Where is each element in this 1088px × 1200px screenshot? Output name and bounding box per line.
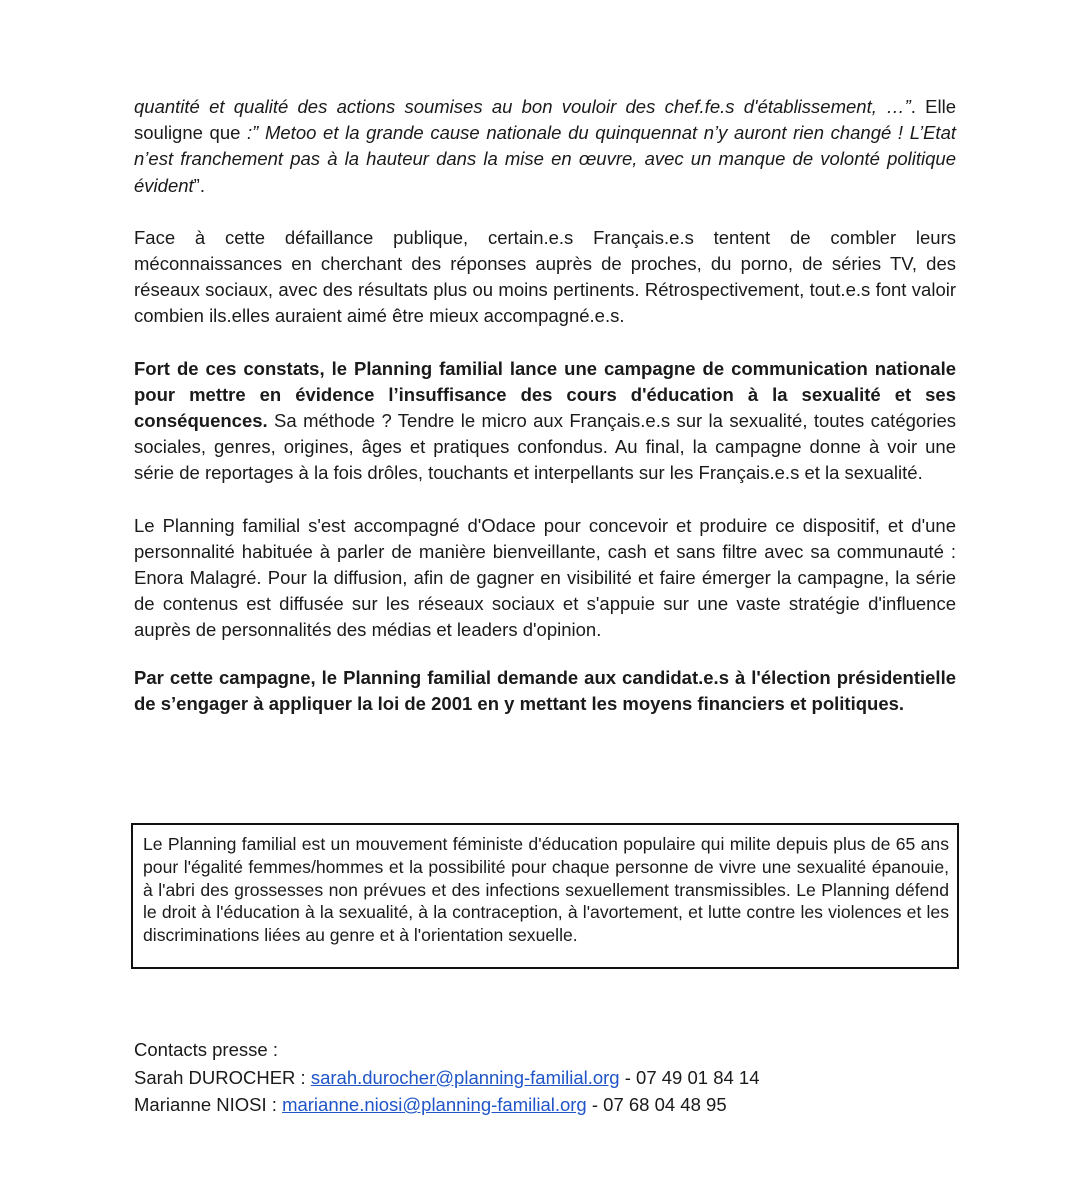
quote-italic-b: :” Metoo et la grande cause nationale du quinquennat n’y auront rien changé ! L’Etat n’est franchement pas à la hauteur dans la mise en œuvre, avec un manque de volonté politique évident: [134, 122, 956, 196]
about-box: [131, 823, 959, 969]
contact-name: Marianne NIOSI :: [134, 1094, 283, 1115]
campaign-bold: Fort de ces constats, le Planning familial lance une campagne de communication nationale pour mettre en évidence l’insuffisance des cours d'éducation à la sexualité et ses conséquences.: [134, 357, 956, 432]
paragraph-campaign: [134, 356, 956, 487]
contact-phone: - 07 68 04 48 95: [586, 1094, 727, 1115]
paragraph-demand: Par cette campagne, le Planning familial demande aux candidat.e.s à l'élection présidentielle de s’engager à appliquer la loi de 2001 en y mettant les moyens financiers et politiques.: [134, 666, 956, 714]
contact-email-link[interactable]: sarah.durocher@planning-familial.org: [310, 1066, 620, 1088]
contacts-heading: Contacts presse :: [134, 1039, 278, 1060]
quote-plain-a: . Elle souligne que: [134, 96, 956, 144]
contact-phone: - 07 49 01 84 14: [619, 1066, 760, 1088]
paragraph-quote: [134, 94, 956, 199]
quote-italic-a: quantité et qualité des actions soumises au bon vouloir des chef.fe.s d'établissement, …”: [134, 96, 911, 117]
contact-email-link[interactable]: marianne.niosi@planning-familial.org: [282, 1094, 587, 1115]
quote-plain-b: ”.: [193, 174, 205, 196]
contact-row: [134, 1091, 760, 1119]
document-body: [134, 94, 956, 717]
contact-row: [134, 1064, 760, 1092]
contact-name: Sarah DUROCHER :: [134, 1066, 311, 1088]
paragraph-partners: Le Planning familial s'est accompagné d'Odace pour concevoir et produire ce dispositif, et d'une personnalité habituée à parler de manière bienveillante, cash et sans filtre avec sa communauté : Enora Malagré. Pour la diffusion, afin de gagner en visibilité et faire émerger la campagne, la série de contenus est diffusée sur les réseaux sociaux et s'appuie sur une vaste stratégie d'influence auprès de personnalités des médias et leaders d'opinion.: [134, 514, 956, 641]
campaign-plain: Sa méthode ? Tendre le micro aux Français.e.s sur la sexualité, toutes catégories sociales, genres, origines, âges et pratiques confondus. Au final, la campagne donne à voir une série de reportages à la fois drôles, touchants et interpellants sur les Français.e.s et la sexualité.: [134, 410, 956, 484]
press-contacts: [134, 1036, 760, 1119]
paragraph-failure: Face à cette défaillance publique, certain.e.s Français.e.s tentent de combler leurs méconnaissances en cherchant des réponses auprès de proches, du porno, de séries TV, des réseaux sociaux, avec des résultats plus ou moins pertinents. Rétrospectivement, tout.e.s font valoir combien ils.elles auraient aimé être mieux accompagné.e.s.: [134, 226, 956, 327]
about-text: Le Planning familial est un mouvement féministe d'éducation populaire qui milite depuis plus de 65 ans pour l'égalité femmes/hommes et la possibilité pour chaque personne de vivre une sexualité épanouie, à l'abri des grossesses non prévues et des infections sexuellement transmissibles. Le Planning défend le droit à l'éducation à la sexualité, à la contraception, à l'avortement, et lutte contre les violences et les discriminations liées au genre et à l'orientation sexuelle.: [143, 834, 949, 946]
